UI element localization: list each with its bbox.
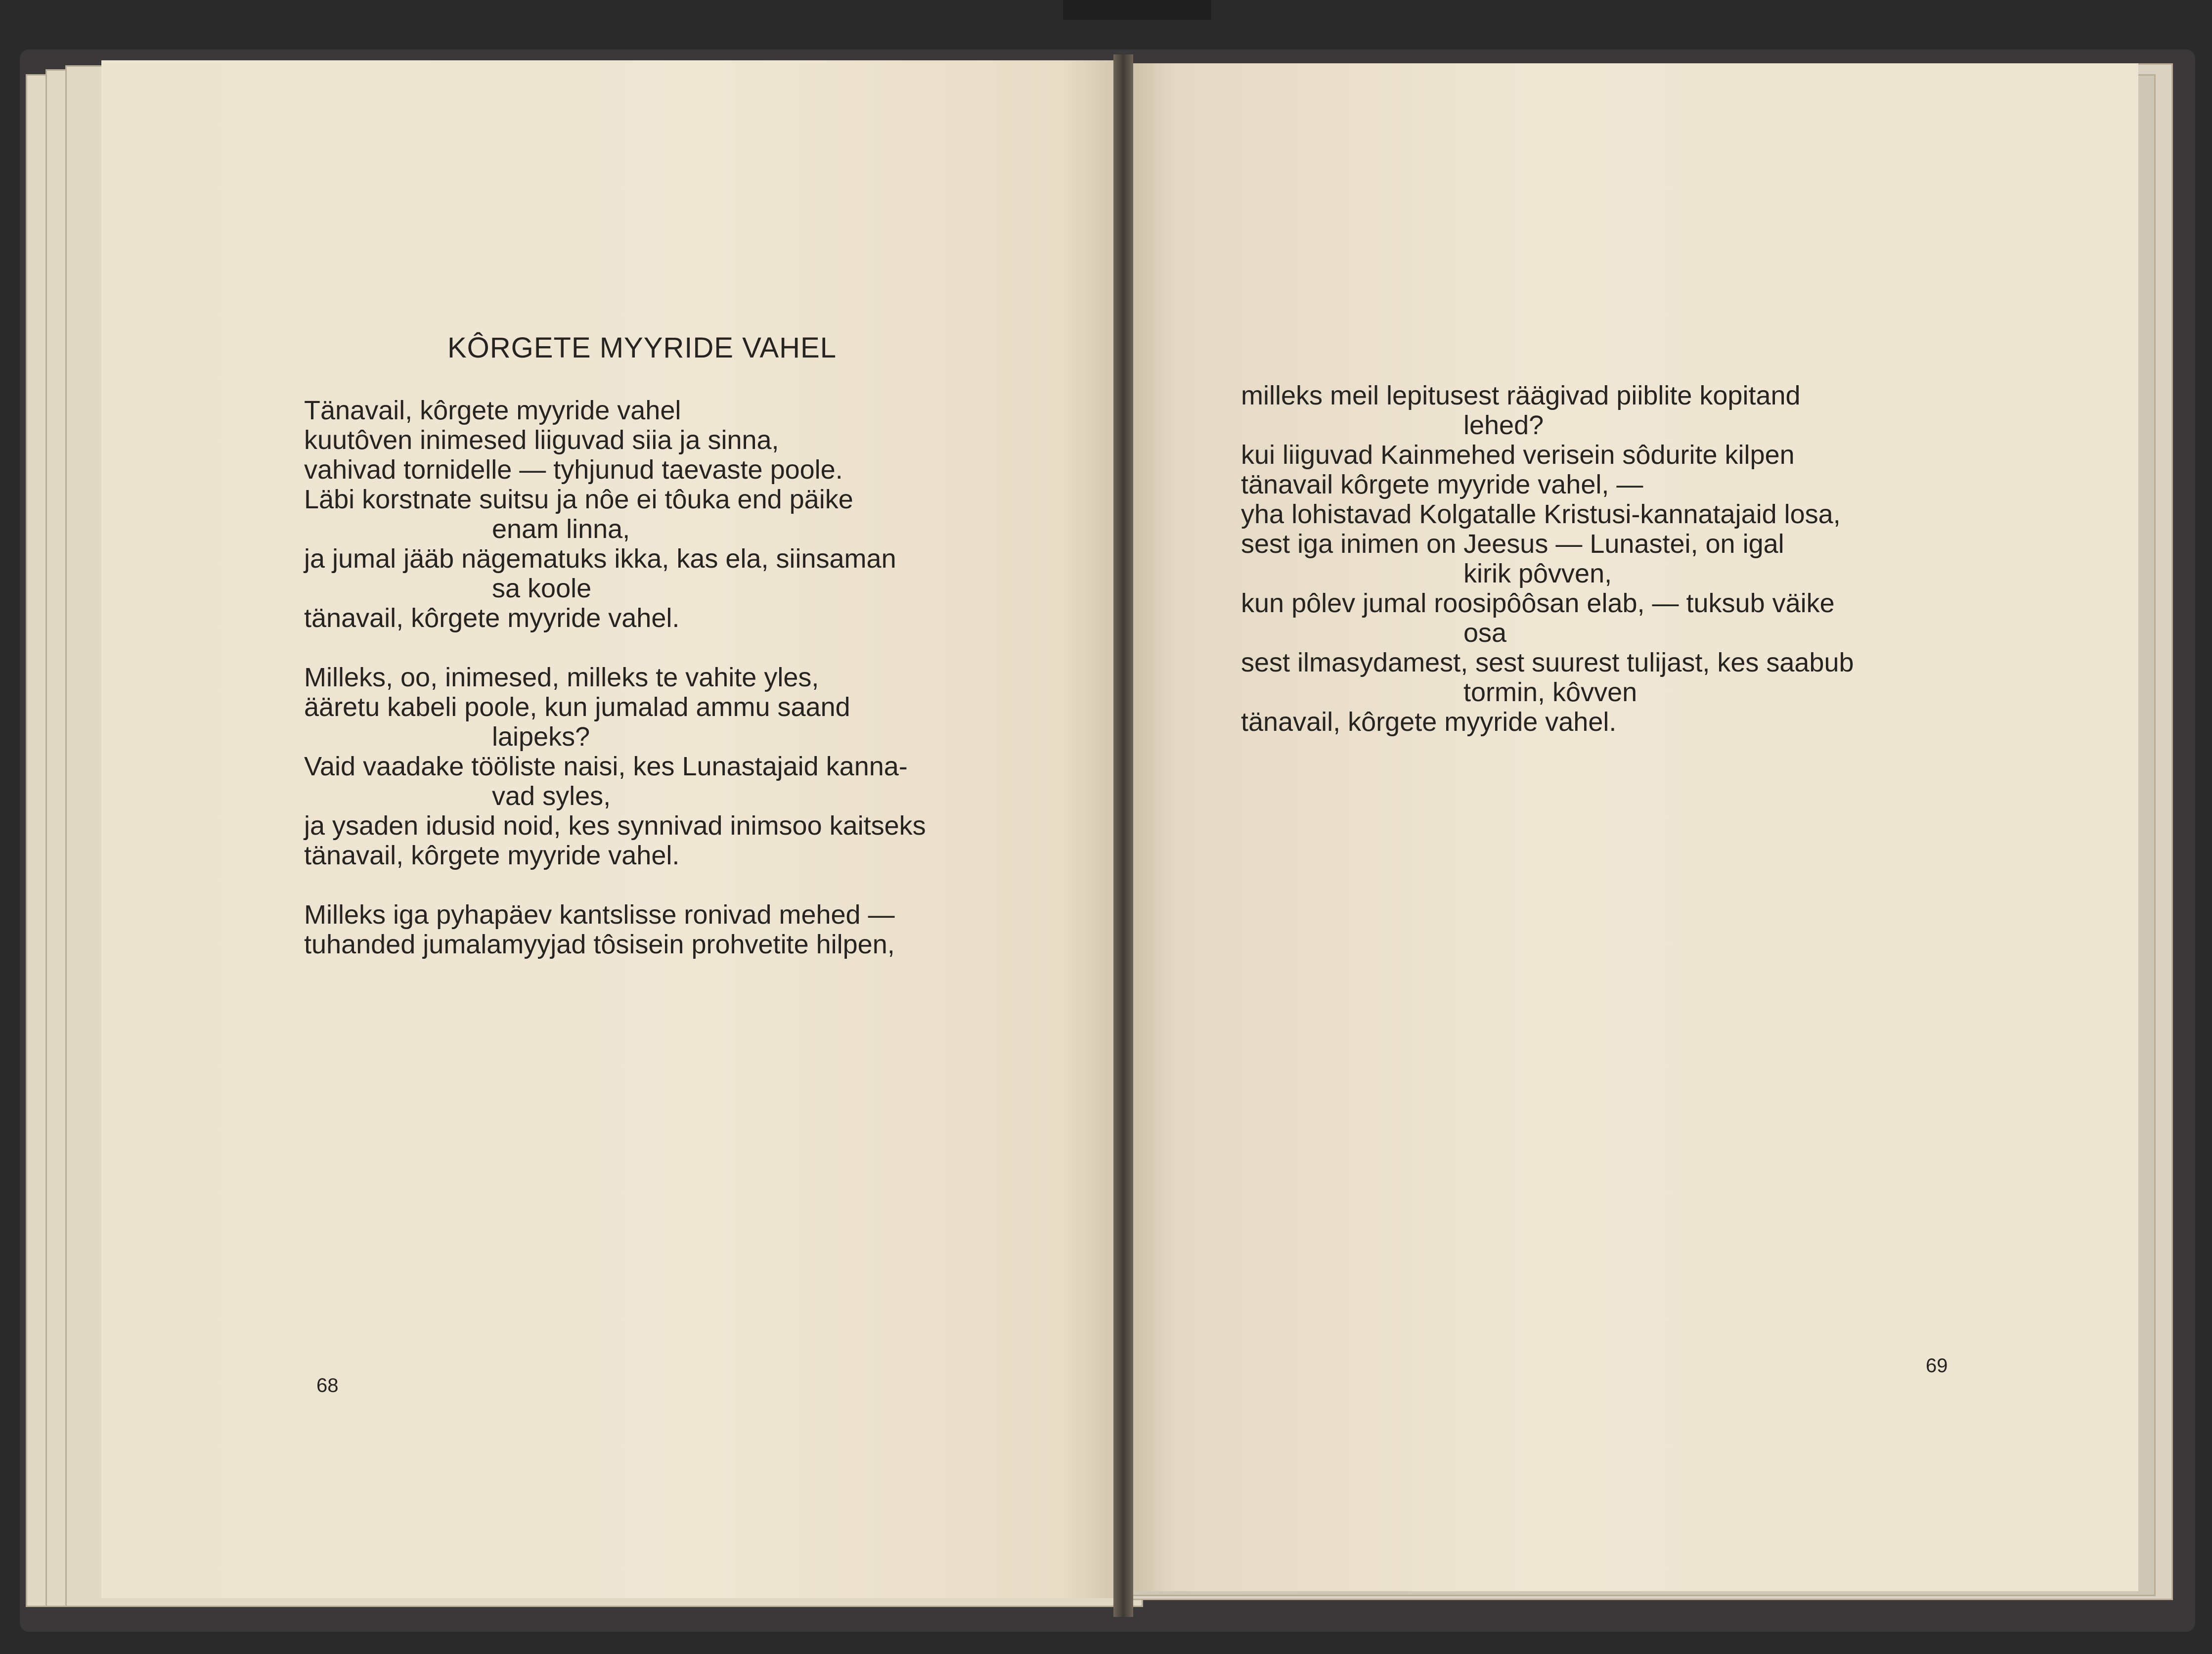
right-page-text xyxy=(1241,381,1854,737)
poem-line: sa koole xyxy=(492,574,592,603)
poem-line: Vaid vaadake tööliste naisi, kes Lunastajaid kanna- xyxy=(304,752,908,781)
poem-line: Milleks, oo, inimesed, milleks te vahite yles, xyxy=(304,663,819,692)
stanza-1 xyxy=(304,396,926,633)
poem-line: kuutôven inimesed liiguvad siia ja sinna, xyxy=(304,425,779,455)
poem-line: laipeks? xyxy=(492,722,590,752)
poem-line: tänavail kôrgete myyride vahel, — xyxy=(1241,470,1643,499)
poem-line: vahivad tornidelle — tyhjunud taevaste poole. xyxy=(304,455,843,485)
poem-line: enam linna, xyxy=(492,514,630,544)
poem-line: yha lohistavad Kolgatalle Kristusi-kannatajaid losa, xyxy=(1241,499,1841,529)
stanza-3 xyxy=(304,900,926,959)
book-gutter xyxy=(1113,54,1133,1617)
stanza-continued xyxy=(1241,381,1854,737)
page-number-left: 68 xyxy=(316,1375,339,1396)
poem-line: Läbi korstnate suitsu ja nôe ei tôuka end päike xyxy=(304,485,853,514)
poem-line: ääretu kabeli poole, kun jumalad ammu saand xyxy=(304,692,850,722)
poem-line: sest iga inimen on Jeesus — Lunastei, on igal xyxy=(1241,529,1784,559)
poem-line: lehed? xyxy=(1463,410,1544,440)
poem-line: ja jumal jääb nägematuks ikka, kas ela, siinsaman xyxy=(304,544,896,574)
poem-line: ja ysaden idusid noid, kes synnivad inimsoo kaitseks xyxy=(304,811,926,841)
poem-line: vad syles, xyxy=(492,781,611,811)
poem-line: Tänavail, kôrgete myyride vahel xyxy=(304,396,681,425)
book-spine xyxy=(1063,0,1211,20)
poem-line: tuhanded jumalamyyjad tôsisein prohvetite hilpen, xyxy=(304,930,895,959)
poem-title: KÔRGETE MYYRIDE VAHEL xyxy=(447,332,837,364)
poem-line: tormin, kôvven xyxy=(1463,677,1637,707)
poem-line: kui liiguvad Kainmehed verisein sôdurite kilpen xyxy=(1241,440,1795,470)
poem-line: milleks meil lepitusest räägivad piiblite kopitand xyxy=(1241,381,1801,410)
stanza-2 xyxy=(304,663,926,870)
poem-line: sest ilmasydamest, sest suurest tulijast, kes saabub xyxy=(1241,648,1854,677)
poem-line: kun pôlev jumal roosipôôsan elab, — tuksub väike xyxy=(1241,588,1835,618)
right-page xyxy=(1125,63,2138,1591)
poem-line: kirik pôvven, xyxy=(1463,559,1612,588)
page-number-right: 69 xyxy=(1926,1355,1948,1377)
poem-line: osa xyxy=(1463,618,1507,648)
poem-line: tänavail, kôrgete myyride vahel. xyxy=(304,841,680,870)
poem-line: Milleks iga pyhapäev kantslisse ronivad mehed — xyxy=(304,900,895,930)
poem-line: tänavail, kôrgete myyride vahel. xyxy=(1241,707,1617,737)
left-page-text xyxy=(304,396,926,959)
poem-line: tänavail, kôrgete myyride vahel. xyxy=(304,603,680,633)
